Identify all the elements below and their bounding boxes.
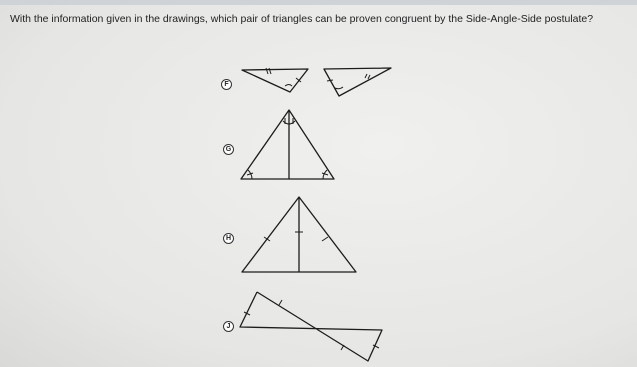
option-j-radio[interactable]: J — [223, 321, 234, 332]
figure-f-triangle-right — [324, 68, 391, 96]
figure-f — [242, 68, 391, 96]
question-text: With the information given in the drawings, which pair of triangles can be proven congruent by the Side-Angle-Side postulate? — [10, 13, 594, 25]
figure-g — [241, 110, 334, 179]
figure-j — [240, 292, 382, 361]
figure-j-bowtie — [240, 292, 382, 361]
option-f-radio[interactable]: F — [221, 79, 232, 90]
option-h-radio[interactable]: H — [223, 233, 234, 244]
option-g-radio[interactable]: G — [223, 144, 234, 155]
figure-f-triangle-left — [242, 69, 308, 92]
figure-h — [242, 197, 356, 272]
figure-g-triangle — [241, 110, 334, 179]
